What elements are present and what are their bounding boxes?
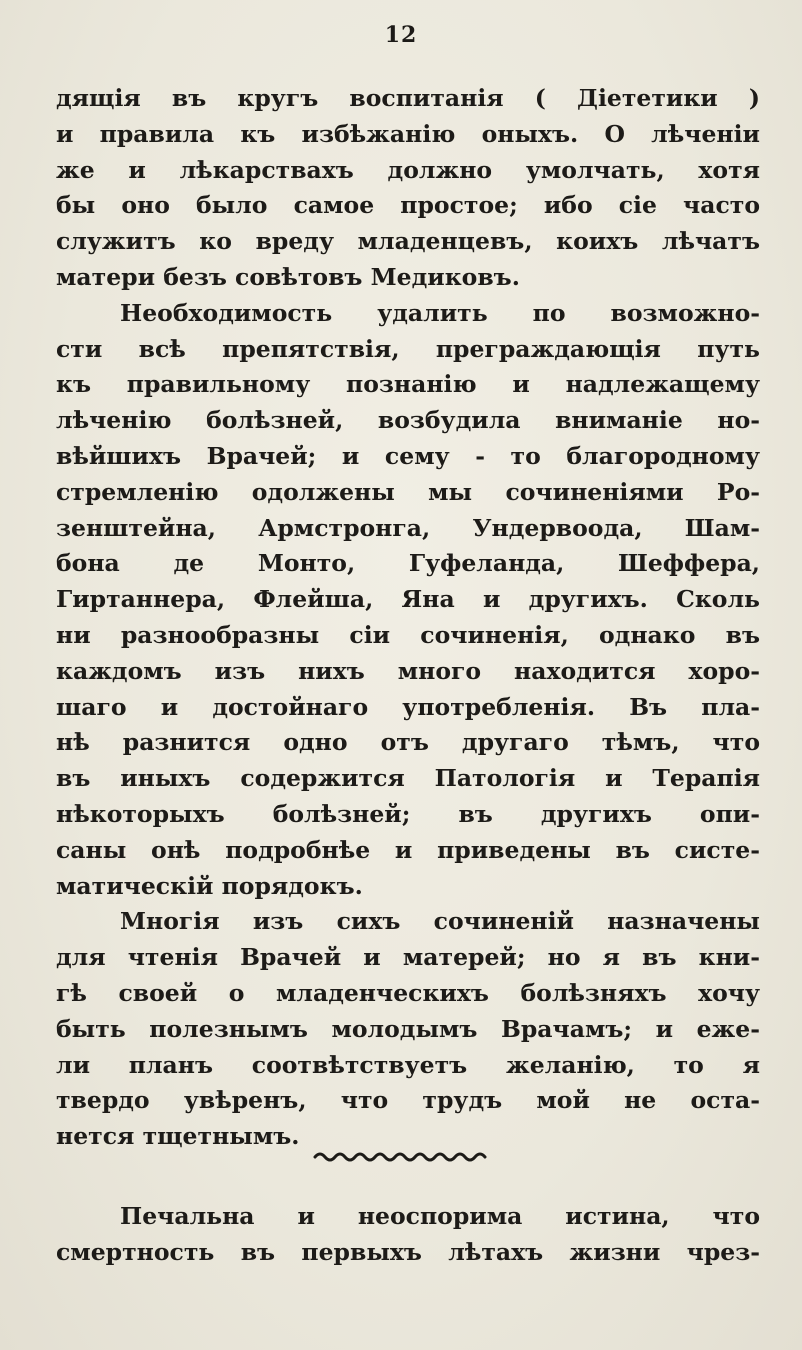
text-line: и правила къ избѣжанію оныхъ. О лѣченіи <box>56 119 760 148</box>
text-line: шаго и достойнаго употребленія. Въ пла- <box>56 692 760 721</box>
text-line: гѣ своей о младенческихъ болѣзняхъ хочу <box>56 978 760 1007</box>
text-line: ни разнообразны сіи сочиненія, однако въ <box>56 620 760 649</box>
text-line: нется тщетнымъ. <box>56 1122 300 1151</box>
text-line: твердо увѣренъ, что трудъ мой не оста- <box>56 1086 760 1115</box>
text-line: къ правильному познанію и надлежащему <box>56 370 760 399</box>
text-line: быть полезнымъ молодымъ Врачамъ; и еже- <box>56 1014 760 1043</box>
text-line: служитъ ко вреду младенцевъ, коихъ лѣчатъ <box>56 227 760 256</box>
wavy-rule-ornament-icon <box>313 1150 493 1164</box>
text-line: саны онѣ подробнѣе и приведены въ систе- <box>56 835 760 864</box>
text-line: зенштейна, Армстронга, Ундервоода, Шам- <box>56 513 760 542</box>
text-line: бона де Монто, Гуфеланда, Шеффера, <box>56 549 760 578</box>
text-line: Гиртаннера, Флейша, Яна и другихъ. Сколь <box>56 585 760 614</box>
next-section-text <box>56 1199 760 1271</box>
text-line: матери безъ совѣтовъ Медиковъ. <box>56 262 520 291</box>
paragraph-start-line: Печальна и неоспорима истина, что <box>120 1202 760 1230</box>
text-line: сти всѣ препятствія, преграждающія путь <box>56 334 760 363</box>
text-line: же и лѣкарствахъ должно умолчать, хотя <box>56 155 760 184</box>
text-line: смертность въ первыхъ лѣтахъ жизни чрез- <box>56 1237 760 1266</box>
main-text <box>56 81 760 1155</box>
text-line: лѣченію болѣзней, возбудила вниманіе но- <box>56 406 760 435</box>
text-line: для чтенія Врачей и матерей; но я въ кни- <box>56 943 760 972</box>
text-line: дящія въ кругъ воспитанія ( Діететики ) <box>56 84 760 112</box>
text-line: ли планъ соотвѣтствуетъ желанію, то я <box>56 1050 760 1079</box>
text-line: въ иныхъ содержится Патологія и Терапія <box>56 764 760 793</box>
paragraph-start-line: Необходимость удалить по возможно- <box>120 298 760 327</box>
text-line: каждомъ изъ нихъ много находится хоро- <box>56 656 760 685</box>
text-line: стремленію одолжены мы сочиненіями Ро- <box>56 477 760 506</box>
text-line: бы оно было самое простое; ибо сіе часто <box>56 191 760 220</box>
paragraph-start-line: Многія изъ сихъ сочиненій назначены <box>120 907 760 936</box>
page-number: 12 <box>384 22 418 48</box>
text-line: нѣкоторыхъ болѣзней; въ другихъ опи- <box>56 799 760 828</box>
text-line: матическій порядокъ. <box>56 871 363 900</box>
text-line: вѣйшихъ Врачей; и сему - то благородному <box>56 441 760 470</box>
text-line: нѣ разнится одно отъ другаго тѣмъ, что <box>56 728 760 757</box>
